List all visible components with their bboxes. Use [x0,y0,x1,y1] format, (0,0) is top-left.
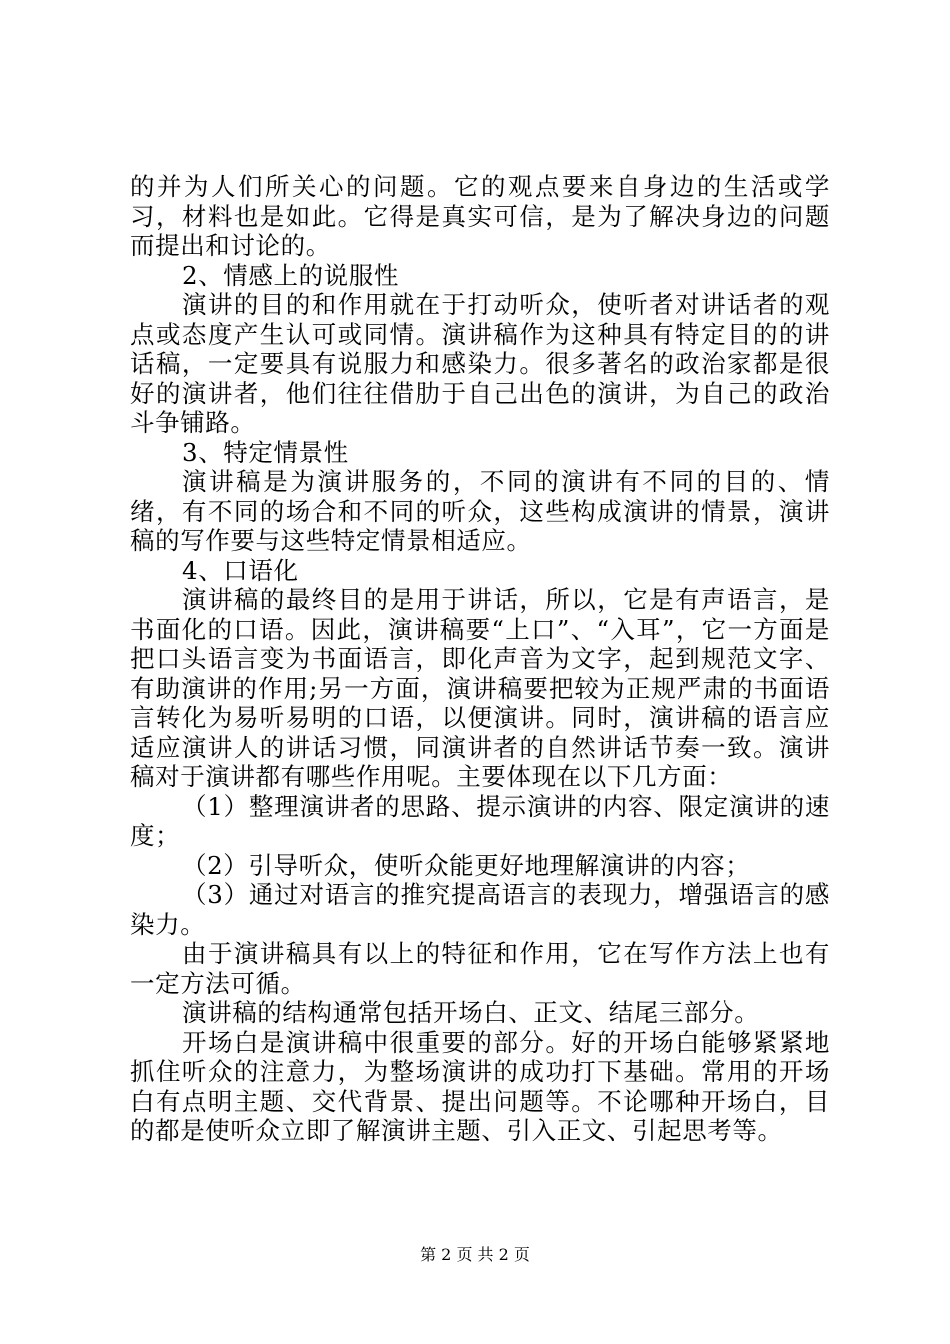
list-item-2: （2）引导听众，使听众能更好地理解演讲的内容； [182,850,751,880]
heading-specific-context: 3、特定情景性 [182,437,349,467]
heading-emotional-persuasion: 2、情感上的说服性 [182,260,399,290]
paragraph-5: 演讲稿是为演讲服务的，不同的演讲有不同的目的、情绪，有不同的场合和不同的听众，这些构成演讲的情景，演讲稿的写作要与这些特定情景相适应。 [130,467,830,555]
list-item-1: （1）整理演讲者的思路、提示演讲的内容、限定演讲的速度； [130,791,830,850]
page-footer: 第 2 页 共 2 页 [420,1245,530,1264]
paragraph-1: 的并为人们所关心的问题。它的观点要来自身边的生活或学习，材料也是如此。它得是真实可信，是为了解决身边的问题而提出和讨论的。 [130,172,830,260]
paragraph-12: 演讲稿的结构通常包括开场白、正文、结尾三部分。 [182,998,760,1027]
paragraph-13: 开场白是演讲稿中很重要的部分。好的开场白能够紧紧地抓住听众的注意力，为整场演讲的成功打下基础。常用的开场白有点明主题、交代背景、提出问题等。不论哪种开场白，目的都是使听众立即了解演讲主题、引入正文、引起思考等。 [130,1027,830,1145]
heading-colloquial: 4、口语化 [182,555,299,585]
paragraph-3: 演讲的目的和作用就在于打动听众，使听者对讲话者的观点或态度产生认可或同情。演讲稿作为这种具有特定目的的讲话稿，一定要具有说服力和感染力。很多著名的政治家都是很好的演讲者，他们往往借肋于自己出色的演讲，为自己的政治斗争铺路。 [130,290,830,437]
paragraph-11: 由于演讲稿具有以上的特征和作用，它在写作方法上也有一定方法可循。 [130,939,830,998]
paragraph-7: 演讲稿的最终目的是用于讲话，所以，它是有声语言，是书面化的口语。因此，演讲稿要“上口”、“入耳”，它一方面是把口头语言变为书面语言，即化声音为文字，起到规范文字、有助演讲的作用;另一方面，演讲稿要把较为正规严肃的书面语言转化为易听易明的口语，以便演讲。同时，演讲稿的语言应适应演讲人的讲话习惯，同演讲者的自然讲话节奏一致。演讲稿对于演讲都有哪些作用呢。主要体现在以下几方面： [130,585,830,791]
document-body [130,172,830,1146]
list-item-3: （3）通过对语言的推究提高语言的表现力，增强语言的感染力。 [130,880,830,939]
